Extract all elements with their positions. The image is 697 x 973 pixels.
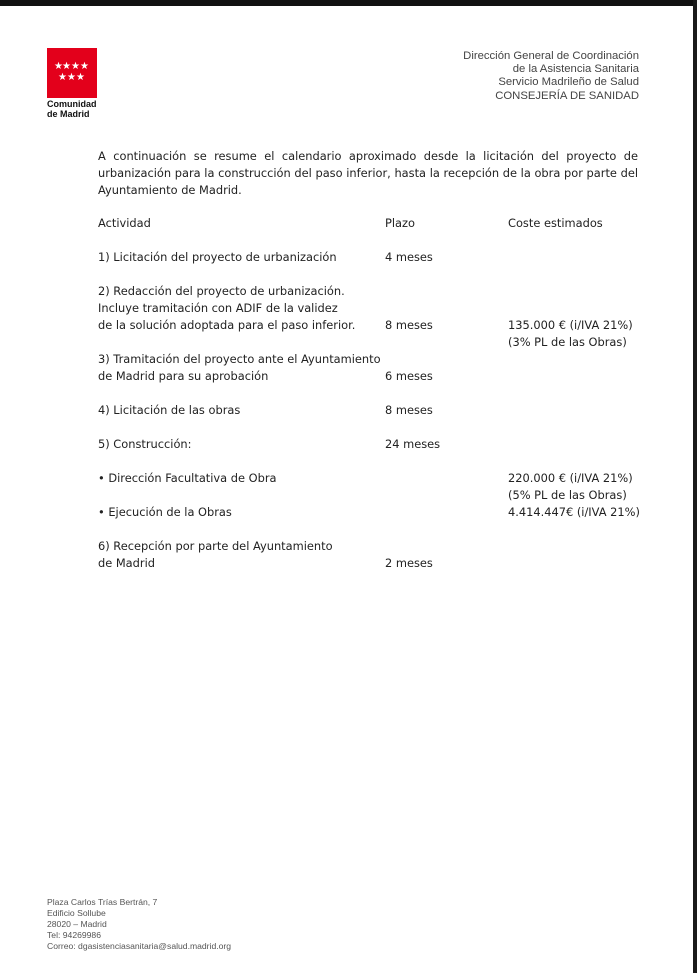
term-cell: 6 meses: [385, 369, 433, 383]
header-cost: Coste estimados: [508, 216, 603, 230]
activity-cell: • Dirección Facultativa de Obra: [98, 471, 277, 485]
org-line: de la Asistencia Sanitaria: [512, 63, 639, 76]
header-term: Plazo: [385, 216, 415, 230]
activity-cell: de Madrid: [98, 556, 155, 570]
logo-line-2: de Madrid: [47, 108, 90, 119]
organization-header: [463, 50, 639, 103]
intro-paragraph: A continuación se resume el calendario aproximado desde la licitación del proyecto de urbanización para la construcción del paso inferior, hasta la recepción de la obra por parte del Ayuntamiento de Madrid.: [98, 149, 638, 197]
footer-email: Correo: dgasistenciasanitaria@salud.madrid.org: [47, 941, 232, 951]
footer-line: Plaza Carlos Trías Bertrán, 7: [47, 897, 158, 907]
cost-cell: 135.000 € (i/IVA 21%): [508, 318, 633, 332]
activity-cell: Incluye tramitación con ADIF de la validez: [98, 301, 338, 315]
header-activity: Actividad: [98, 216, 151, 230]
footer-line: 28020 – Madrid: [47, 919, 107, 929]
right-border: [693, 0, 697, 973]
term-cell: 4 meses: [385, 250, 433, 264]
activity-cell: 4) Licitación de las obras: [98, 403, 241, 417]
term-cell: 24 meses: [385, 437, 441, 451]
activity-cell: 3) Tramitación del proyecto ante el Ayuntamiento: [98, 352, 381, 366]
madrid-flag-icon: ★ ★ ★ ★ ★ ★ ★: [47, 48, 97, 98]
comunidad-madrid-logo: [47, 48, 97, 119]
term-cell: 2 meses: [385, 556, 433, 570]
activity-cell: de la solución adoptada para el paso inferior.: [98, 318, 356, 332]
logo-line-1: Comunidad: [47, 99, 97, 109]
activity-cell: de Madrid para su aprobación: [98, 369, 269, 383]
cost-cell: (3% PL de las Obras): [508, 335, 627, 349]
footer-line: Edificio Sollube: [47, 908, 106, 918]
activity-cell: 6) Recepción por parte del Ayuntamiento: [98, 539, 333, 553]
org-line: Dirección General de Coordinación: [463, 50, 639, 62]
activity-cell: 5) Construcción:: [98, 437, 192, 451]
footer-address: [47, 897, 231, 952]
document-body: [98, 148, 640, 570]
term-cell: 8 meses: [385, 318, 433, 332]
cost-cell: (5% PL de las Obras): [508, 488, 627, 502]
logo-text: [47, 100, 97, 119]
activity-cell: • Ejecución de la Obras: [98, 505, 232, 519]
term-cell: 8 meses: [385, 403, 433, 417]
activity-cell: 2) Redacción del proyecto de urbanización.: [98, 284, 345, 298]
org-line: CONSEJERÍA DE SANIDAD: [495, 89, 639, 102]
cost-cell: 220.000 € (i/IVA 21%): [508, 471, 633, 485]
footer-line: Tel: 94269986: [47, 930, 101, 940]
top-border: [0, 0, 697, 6]
activity-cell: 1) Licitación del proyecto de urbanización: [98, 250, 337, 264]
org-line: Servicio Madrileño de Salud: [498, 76, 639, 89]
cost-cell: 4.414.447€ (i/IVA 21%): [508, 505, 640, 519]
